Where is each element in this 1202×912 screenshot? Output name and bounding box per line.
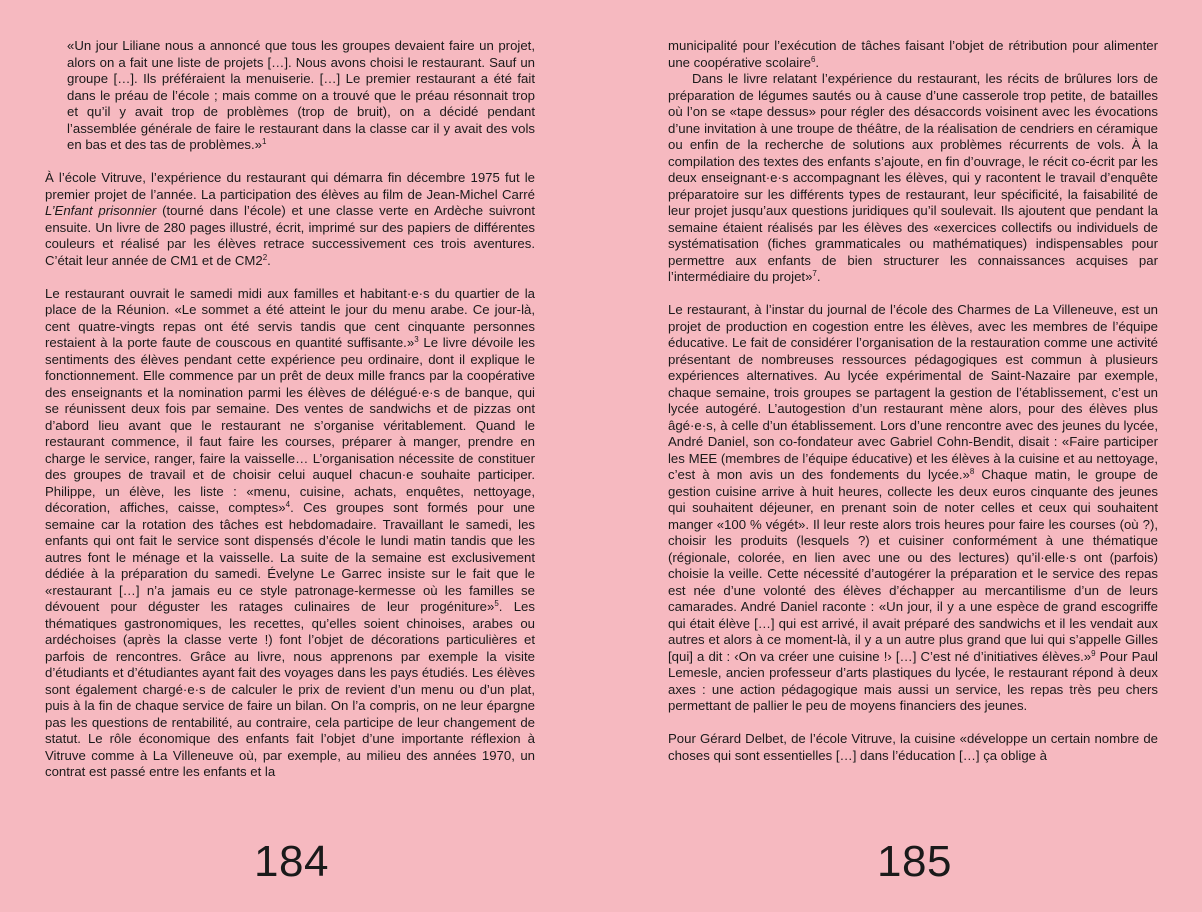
film-title: L’Enfant prisonnier [45, 203, 157, 218]
block-quote: «Un jour Liliane nous a annoncé que tous les groupes devaient faire un projet, alors on a fait une liste de projets […]. Nous avons choisi le restaurant. Sauf un groupe […]. Ils préféraient la menuiserie. […] Le premier restaurant a été fait dans le préau de l’école ; mais comme on a trouvé que le préau résonnait trop et qu’il y avait trop de problèmes (trop de bruit), on a décidé pendant l’assemblée générale de faire le restaurant dans la classe car il y avait des vols en bas et des tas de problèmes.»$^1$ [67, 38, 535, 152]
footnote-ref: 3 [414, 335, 419, 344]
left-page [45, 38, 535, 781]
paragraph: Le restaurant ouvrait le samedi midi aux familles et habitant·e·s du quartier de la place de la Réunion. «Le sommet a été atteint le jour du menu arabe. Ce jour-là, cent quatre-vingts repas ont été servis tandis que cent cinquante personnes restaient à la porte faute de couscous en quantité suffisante.»$^3$ Le livre dévoile les sentiments des élèves pendant cette expérience peu ordinaire, dont il explique le fonctionnement. Elle commence par un prêt de deux mille francs par la coopérative des enseignants et la nomination parmi les élèves de délégué·e·s de banque, qui se réunissent deux fois par semaine. Des ventes de sandwichs et de pizzas ont d’abord lieu avant que le restaurant ne s’organise véritablement. Quand le restaurant commence, il faut faire les courses, préparer à manger, prendre en charge le service, ranger, faire la vaisselle… L’organisation nécessite de constituer des groupes de travail et de choisir celui auquel chacun·e souhaite participer. Philippe, un élève, les liste : «menu, cuisine, achats, enquêtes, nettoyage, décoration, affiches, caisse, comptes»$^4$. Ces groupes sont formés pour une semaine car la rotation des tâches est hebdomadaire. Travaillant le samedi, les enfants qui ont fait le service sont dispensés d’école le lundi matin tandis que les autres font le ménage et la vaisselle. La suite de la semaine est exclusivement dédiée à la préparation du samedi. Évelyne Le Garrec insiste sur le fait que le «restaurant […] n’a jamais eu ce style patronage-kermesse où les familles se dévouent pour déguster les ratages culinaires de leur progéniture»$^5$. Les thématiques gastronomiques, les recettes, qu’elles soient chinoises, arabes ou ardéchoises (après la classe verte !) font l’objet de décorations particulières et parfois de rencontres. Grâce au livre, nous apprenons par exemple la visite d’étudiants et d’étudiantes ayant fait des voyages dans les pays étudiés. Les élèves sont également chargé·e·s de calculer le prix de revient d’un menu ou d’un plat, puis à la fin de chaque service de faire un bilan. On l’a compris, on ne leur épargne pas les questions de rentabilité, au contraire, cela participe de leur changement de statut. Le rôle économique des enfants fait l’objet d’une importante réflexion à Vitruve comme à La Villeneuve où, par exemple, au milieu des années 1970, un contrat est passé entre les enfants et la [45, 285, 535, 779]
footnote-ref: 6 [810, 54, 816, 64]
page-number-left: 184 [254, 837, 329, 886]
page-number-right: 185 [877, 837, 952, 886]
footnote-ref: 4 [285, 500, 291, 509]
paragraph: Pour Gérard Delbet, de l’école Vitruve, la cuisine «développe un certain nombre de choses qui sont essentielles […] dans l’éducation […] ça oblige à [668, 731, 1158, 763]
right-page [668, 38, 1158, 764]
footnote-ref: 5 [494, 599, 499, 608]
paragraph: municipalité pour l’exécution de tâches faisant l’objet de rétribution pour alimenter une coopérative scolaire$^6$. [668, 38, 1158, 70]
paragraph: Dans le livre relatant l’expérience du restaurant, les récits de brûlures lors de préparation de légumes sautés ou à cause d’une casserole trop petite, de batailles où l’on se «tape dessus» pour régler des désaccords voisinent avec les évocations d’une invitation à une troupe de théâtre, de la réalisation de cendriers en céramique ou enfin de la recherche de solutions aux problèmes récurrents de vols. À la compilation des textes des enfants s’ajoute, en fin d’ouvrage, le récit co-écrit par les deux enseignant·e·s accompagnant les élèves, qui y racontent le travail d’enquête préparatoire sur les différents types de restaurant, leur spécificité, la faisabilité de leur projet jusqu’aux questions juridiques qu’il soulevait. Ils ajoutent que pendant la semaine étaient réalisés par les élèves des «exercices collectifs ou individuels de systématisation (fiches grammaticales ou mathématiques) indispensables pour permettre aux enfants de bien structurer les connaissances acquises par l’intermédiaire du projet»$^7$. [668, 71, 1158, 284]
footnote-ref: 9 [1091, 648, 1096, 658]
footnote-ref: 7 [812, 269, 817, 278]
footnote-ref: 1 [262, 137, 267, 146]
paragraph: À l’école Vitruve, l’expérience du restaurant qui démarra fin décembre 1975 fut le premier projet de l’année. La participation des élèves au film de Jean-Michel Carré L’Enfant prisonnier (tourné dans l’école) et une classe verte en Ardèche suivront ensuite. Un livre de 280 pages illustré, écrit, imprimé sur des papiers de différentes couleurs et réalisé par les élèves retrace successivement ces trois aventures. C’était leur année de CM1 et de $CM2^2$. [45, 170, 535, 268]
footnote-ref: 8 [969, 467, 975, 476]
footnote-ref: 2 [262, 252, 268, 262]
paragraph: Le restaurant, à l’instar du journal de l’école des Charmes de La Villeneuve, est un projet de production en cogestion entre les élèves, avec les membres de l’équipe éducative. Le fait de considérer l’organisation de la restauration comme une activité présentant de nombreuses ressources pédagogiques est commun à plusieurs expériences alternatives. Au lycée expérimental de Saint-Nazaire par exemple, chaque semaine, trois groupes se partagent la gestion de l’établissement, c’est un lycée autogéré. L’autogestion d’un restaurant mène alors, pour des élèves plus âgé·e·s, à celle d’un établissement. Lors d’une rencontre avec des jeunes du lycée, André Daniel, son co-fondateur avec Gabriel Cohn-Bendit, disait : «Faire participer les MEE (membres de l’équipe éducative) et les élèves à la cuisine et au nettoyage, c’est à mon avis un des fondements du lycée.»$^8$ Chaque matin, le groupe de gestion cuisine arrive à huit heures, collecte les deux euros cinquante des jeunes qui souhaitent déjeuner, en prenant soin de noter celles et ceux qui souhaitent manger «100 % végét». Il leur reste alors trois heures pour faire les courses (où ?), choisir les produits (lesquels ?) et cuisiner conformément à une thématique (régionale, colorée, en lien avec une ou des lectures) qu’il·elle·s ont (parfois) choisie la veille. Cette nécessité d’autogérer la préparation et le service des repas est née d’une volonté des élèves d’échapper au mercantilisme d’un de leurs camarades. André Daniel raconte : «Un jour, il y a une espèce de grand escogriffe qui était élève […] qui est arrivé, il avait préparé des sandwichs et il les vendait aux autres et alors à ce moment-là, il y a un autre plus grand que lui qui s’appelle Gilles [qui] a dit : ‹On va créer une cuisine !› […] C’est né d’initiatives élèves.»$^9$ Pour Paul Lemesle, ancien professeur d’arts plastiques du lycée, le restaurant répond à deux axes : une action pédagogique mais aussi un service, les repas très peu chers permettant de pallier le peu de moyens financiers des jeunes. [668, 302, 1158, 713]
